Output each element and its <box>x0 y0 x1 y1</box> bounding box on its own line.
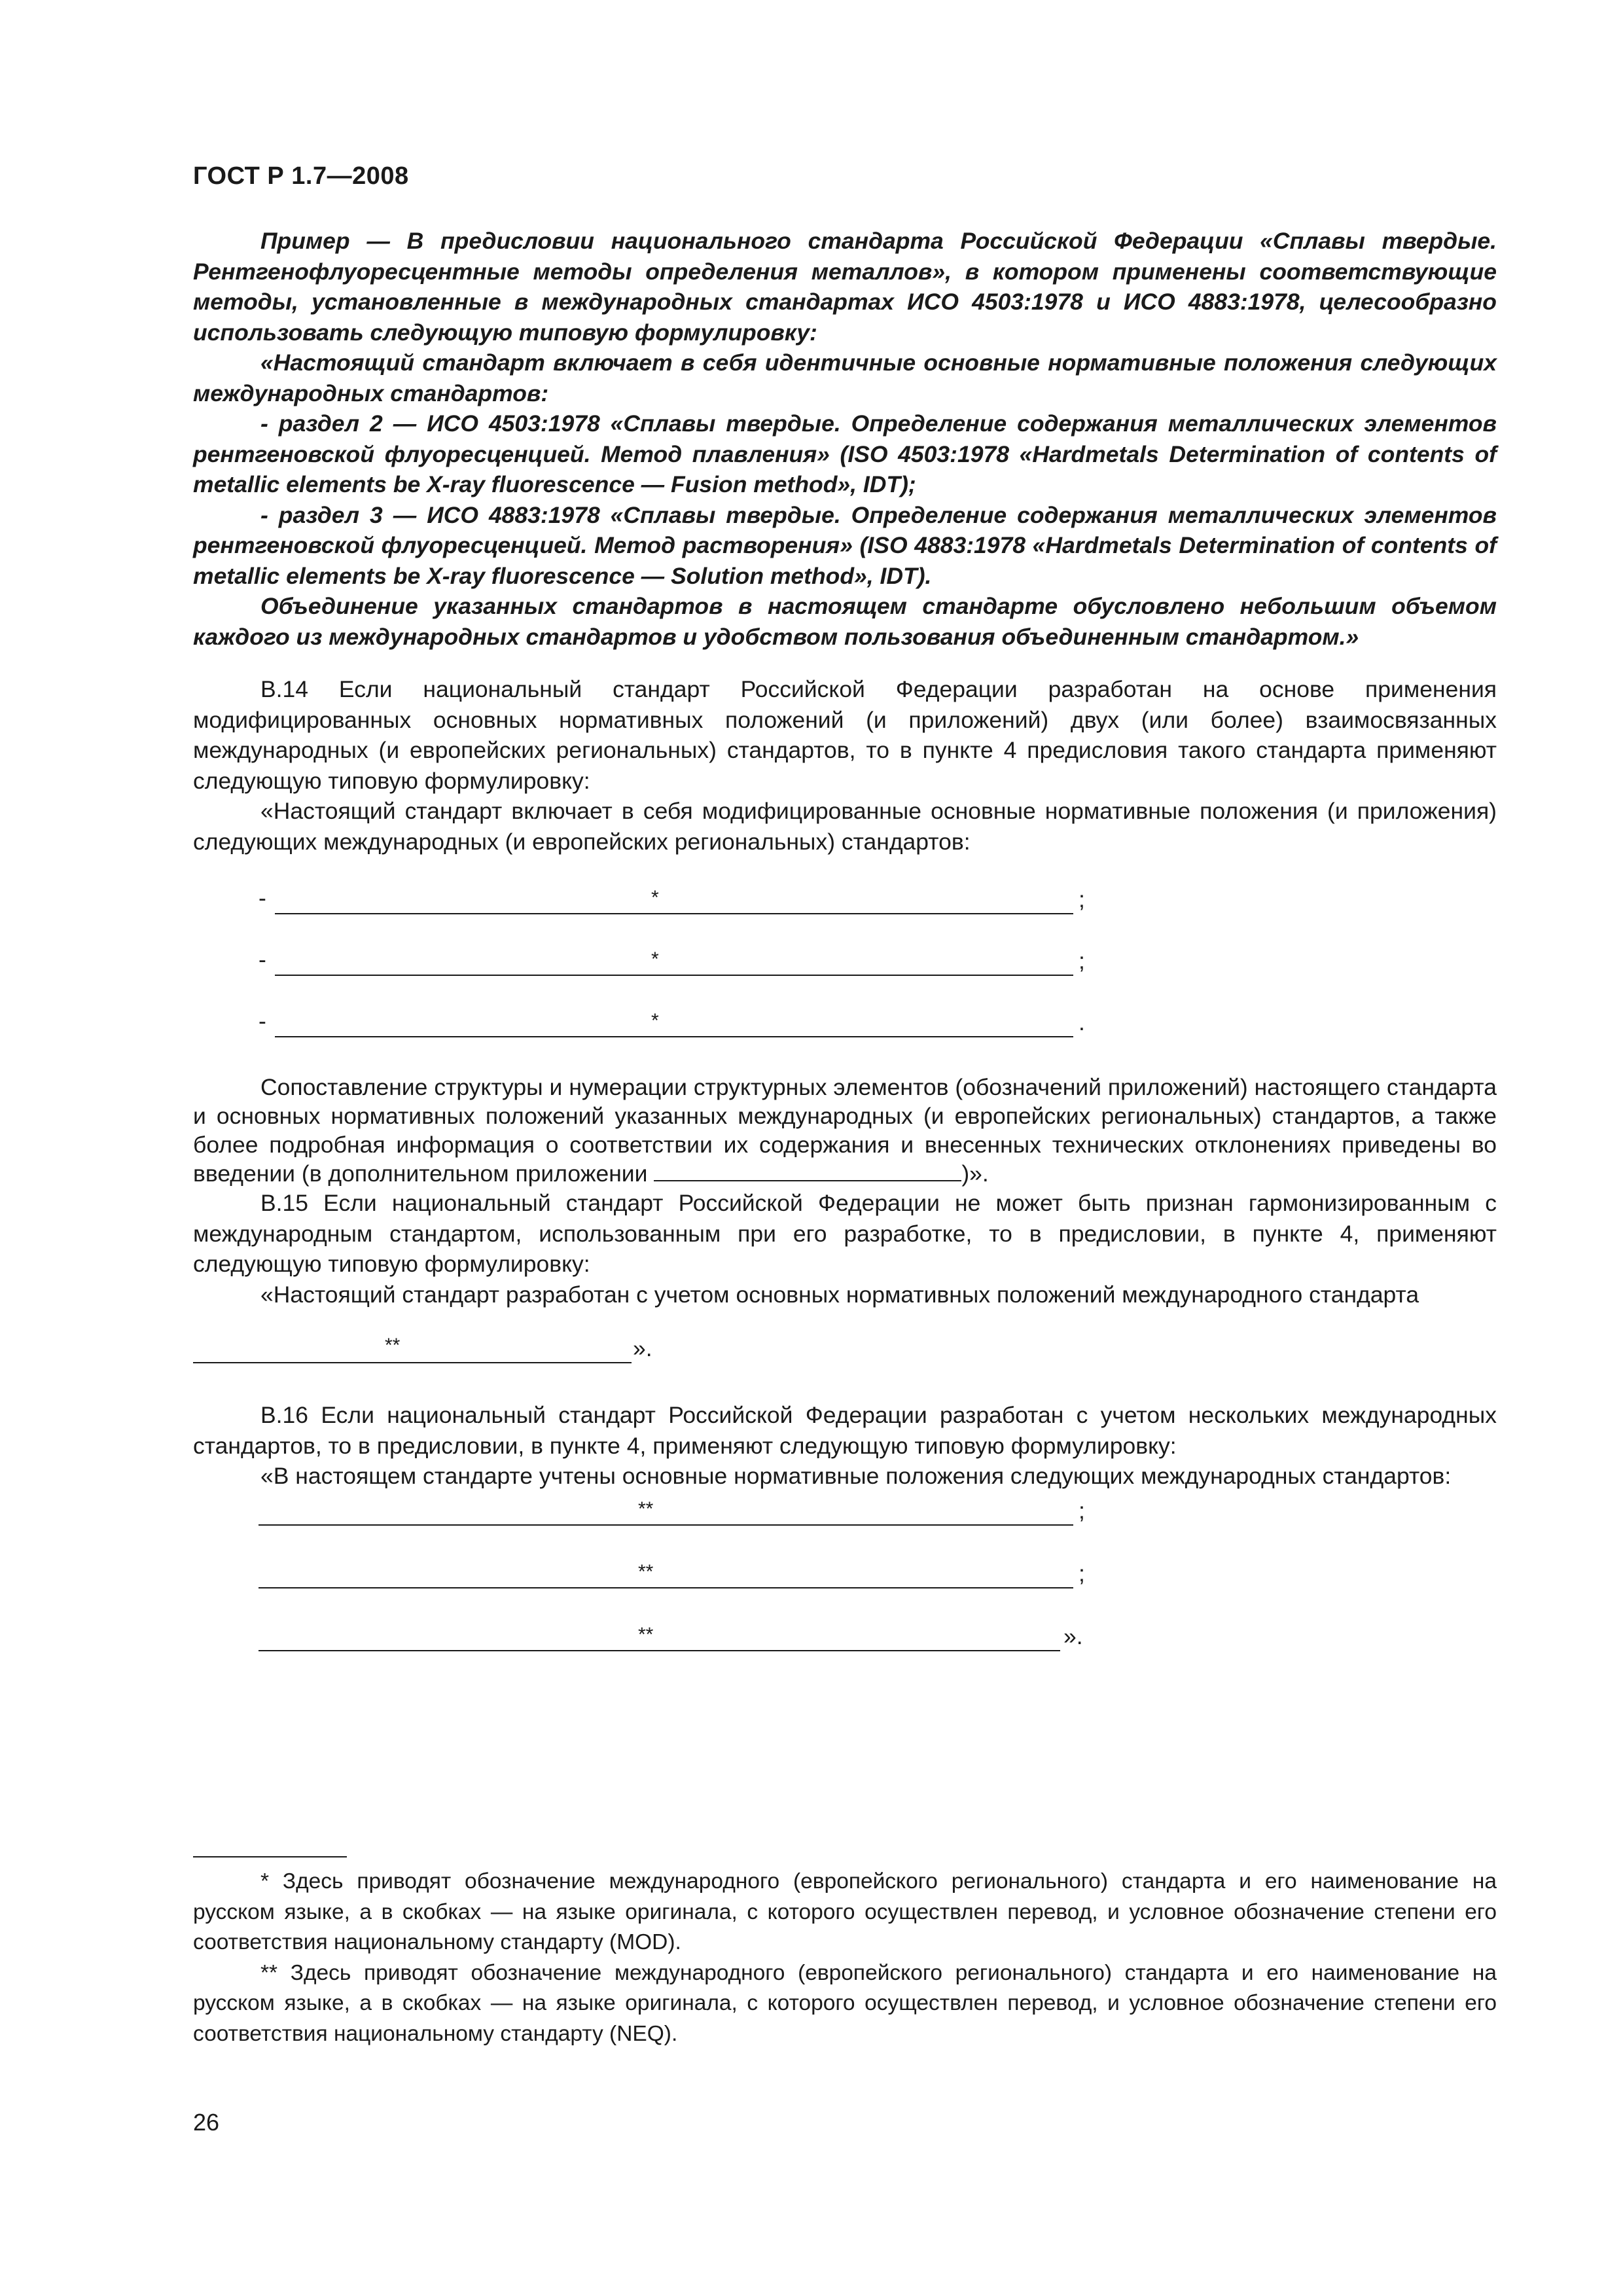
b14-blank-list <box>193 857 1497 1041</box>
footnote-single-star: * Здесь приводят обозначение международного (европейского регионального) стандарта и его наименование на русском языке, а в скобках — на языке оригинала, с которого осуществлен перевод, и условное обозначение степени его соответствия национальному стандарту (MOD). <box>193 1869 1497 1954</box>
example-quote-start: «Настоящий стандарт включает в себя идентичные основные нормативные положения следующих международных стандартов: <box>193 350 1497 406</box>
example-intro: Пример — В предисловии национального стандарта Российской Федерации «Сплавы твердые. Рентгенофлуоресцентные методы определения металлов», в котором применены соответствующие методы, установленные в международных стандартах ИСО 4503:1978 и ИСО 4883:1978, целесообразно использовать следующую типовую формулировку: <box>193 228 1497 346</box>
footnote-double-star: ** Здесь приводят обозначение международного (европейского регионального) стандарта и его наименование на русском языке, а в скобках — на языке оригинала, с которого осуществлен перевод, и условное обозначение степени его соответствия национальному стандарту (NEQ). <box>193 1960 1497 2046</box>
blank-line <box>275 913 1073 914</box>
blank-end: ». <box>633 1335 652 1361</box>
b16-blank-list <box>193 1492 1497 1681</box>
document-header: ГОСТ Р 1.7—2008 <box>193 162 409 190</box>
page-content <box>193 226 1497 1681</box>
blank-end: ; <box>1079 1497 1085 1524</box>
comparison-end: )». <box>961 1160 989 1187</box>
footnote-mark: * <box>651 1010 659 1031</box>
blank-end: ; <box>1079 1560 1085 1587</box>
footnote-mark: ** <box>638 1498 654 1520</box>
blank-line <box>259 1587 1073 1588</box>
blank-dash: - <box>259 946 266 973</box>
footnote-separator <box>193 1856 347 1857</box>
clause-b15: В.15 Если национальный стандарт Российской Федерации не может быть признан гармонизированным с международным стандартом, использованным при его разработке, то в предисловии, в пункте 4, применяют следующую типовую формулировку: <box>193 1190 1497 1277</box>
blank-end: . <box>1079 1009 1085 1035</box>
footnote-mark: ** <box>638 1623 654 1645</box>
blank-dash: - <box>259 1008 266 1034</box>
example-item-section-3: - раздел 3 — ИСО 4883:1978 «Сплавы твердые. Определение содержания металлических элементов рентгеновской флуоресценцией. Метод растворения» (ISO 4883:1978 «Hardmetals Determination of contents of metallic elements be X-ray fluorescence — Solution method», IDT). <box>193 501 1497 589</box>
blank-dash: - <box>259 885 266 911</box>
blank-line <box>275 975 1073 976</box>
example-block <box>193 226 1497 652</box>
clause-b14-comparison <box>193 1073 1497 1188</box>
blank-line <box>259 1524 1073 1526</box>
footnotes <box>193 1867 1497 2049</box>
blank-end: ; <box>1079 886 1085 912</box>
footnote-mark: * <box>651 948 659 970</box>
clause-b15-formula: «Настоящий стандарт разработан с учетом основных нормативных положений международного стандарта <box>260 1281 1419 1308</box>
example-item-section-2: - раздел 2 — ИСО 4503:1978 «Сплавы твердые. Определение содержания металлических элементов рентгеновской флуоресценцией. Метод плавления» (ISO 4503:1978 «Hardmetals Determination of contents of metallic elements be X-ray fluorescence — Fusion method», IDT); <box>193 410 1497 497</box>
footnote-mark: ** <box>385 1335 401 1356</box>
b15-blank <box>193 1310 1497 1370</box>
blank-line <box>275 1036 1073 1037</box>
page-number: 26 <box>193 2109 220 2136</box>
clause-b14-formula: «Настоящий стандарт включает в себя модифицированные основные нормативные положения (и приложения) следующих международных (и европейских региональных) стандартов: <box>193 798 1497 855</box>
blank-end: ». <box>1063 1623 1083 1649</box>
blank-line <box>259 1650 1060 1651</box>
footnote-mark: * <box>651 887 659 908</box>
blank-end: ; <box>1079 948 1085 974</box>
clause-b16: В.16 Если национальный стандарт Российской Федерации разработан с учетом нескольких международных стандартов, то в предисловии, в пункте 4, применяют следующую типовую формулировку: <box>193 1402 1497 1459</box>
comparison-text: Сопоставление структуры и нумерации структурных элементов (обозначений приложений) настоящего стандарта и основных нормативных положений указанных международных (и европейских региональных) стандартов, а также более подробная информация о соответствии их содержания и внесенных технических отклонениях приведены во введении (в дополнительном приложении <box>193 1074 1497 1187</box>
clause-b16-formula: «В настоящем стандарте учтены основные нормативные положения следующих международных стандартов: <box>260 1463 1452 1489</box>
clause-b14: В.14 Если национальный стандарт Российской Федерации разработан на основе применения модифицированных основных нормативных положений (и приложений) двух (или более) взаимосвязанных международных (и европейских региональных) стандартов, то в пункте 4 предисловия такого стандарта применяют следующую типовую формулировку: <box>193 676 1497 794</box>
example-conclusion: Объединение указанных стандартов в настоящем стандарте обусловлено небольшим объемом каждого из международных стандартов и удобством пользования объединенным стандартом.» <box>193 593 1497 650</box>
blank-line <box>193 1362 632 1363</box>
annex-blank-line <box>654 1160 961 1181</box>
footnote-mark: ** <box>638 1560 654 1583</box>
